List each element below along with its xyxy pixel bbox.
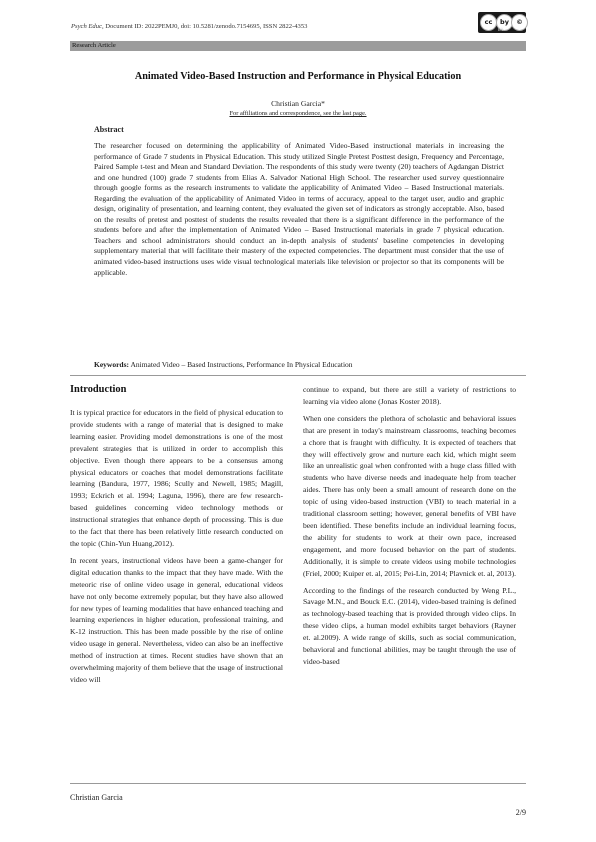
journal-citation xyxy=(71,23,307,30)
section-heading-introduction: Introduction xyxy=(70,384,127,395)
paragraph: continue to expand, but there are still a variety of restrictions to learning via video alone (Jonas Koster 2018). xyxy=(303,385,516,406)
keywords-label: Keywords: xyxy=(94,360,129,369)
paragraph: In recent years, instructional videos have been a game-changer for digital education thanks to the impact that they have made. With the meteoric rise of online video usage in general, educational videos have not only become extremely popular, but they have also allowed for new types of learning modalities that have enhanced teaching and learning experiences in higher education, professional training, and K-12 instruction. This has been made possible by the rise of online video usage in general. Nevertheless, video can also be an ineffective method of instruction at times. Recent studies have shown that an overwhelming majority of them believe that the usage of instructional video will xyxy=(70,555,283,684)
footer-divider xyxy=(70,783,526,784)
abstract-text: The researcher focused on determining the applicability of Animated Video-Based instructional materials in increasing the performance of Grade 7 students in Physical Education. This study utilized Single Pretest Posttest design, Frequency and Percentage, Paired Sample t-test and Mean and Standard Deviation. The respondents of this study were twenty (20) teachers of Agdangan District and one hundred (100) grade 7 students from Elias A. Salvador National High School. The researcher used survey questionnaire through google forms as the research instruments to validate the applicability of Animated Video – Based Instructional materials. Regarding the evaluation of the applicability of Animated Video in terms of accuracy, appeal to the target user, audio and graphic design, originality of presentation, and learning content, they evaluated the given set of indicators as strongly acceptable. Also, based on the results of pretest and posttest of students the results revealed that there is a significant difference in the performance of the students before and after the implementation of Animated Video – Based Instructional materials in grade 7 physical education. Teachers and school administrators should conduct an in-depth analysis of students' baseline competencies in developing supplementary material that will facilitate their mastery of the expected competencies. The department must consider that the use of animated video-based instructions uses wide visual technological materials like television or projector so that its components will be applicable. xyxy=(94,141,504,277)
paragraph: When one considers the plethora of scholastic and behavioral issues that are present in today's mainstream classrooms, teaching becomes a chore that is fraught with difficulty. It is expected of teachers that they will effectively grow and nurture each kid, which might seem like an unrealistic goal when confronted with a huge class filled with students who have diverse needs and inadequate help from teacher aides. There has only been a small amount of research done on the topic of using video-based instruction (VBI) to teach material in a traditional classroom setting; however, general benefits of VBI have been identified. These benefits include an individual learning focus, the ability for students to work at their own pace, increased engagement, and more focused behavior on the part of students. Additionally, it is simple to create videos using mobile technologies (Friel, 2000; Kuiper et. al, 2015; Pei-Lin, 2014; Plavnick et. al, 2013). xyxy=(303,413,517,578)
keywords-line xyxy=(94,360,504,369)
cc-icon: cc xyxy=(480,14,497,31)
paragraph: It is typical practice for educators in the field of physical education to provide students with a range of material that is designed to make learning easier. Providing model demonstrations is one of the most prevalent strategies that is utilized in order to accomplish this objective. Even though there appears to be a consensus among physical educators or coaches that model demonstrations facilitate learning (Bandura, 1977, 1986; Scully and Newell, 1985; Magill, 1993; Eckrich et al. 1994; Laguna, 1996), there are few research-based guidelines concerning video technology methods or instructional strategies that enhance depth of processing. This is due to the fact that there has been relatively little research conducted on the topic (Chin-Yun Huang,2012). xyxy=(70,408,283,548)
attribution-icon: by xyxy=(496,14,513,31)
section-type-bar xyxy=(70,41,526,51)
right-column xyxy=(303,384,516,673)
journal-name: Psych Educ xyxy=(71,23,102,30)
left-column xyxy=(70,407,283,691)
license-label: BY xyxy=(498,27,504,32)
page-number: 2/9 xyxy=(515,808,526,817)
article-title: Animated Video-Based Instruction and Performance in Physical Education xyxy=(134,71,462,82)
journal-meta: , Document ID: 2022PEMJ0, doi: 10.5281/zenodo.7154695, ISSN 2822-4353 xyxy=(101,23,308,30)
abstract-heading: Abstract xyxy=(94,125,124,134)
article-author: Christian Garcia* xyxy=(271,99,325,108)
license-badge[interactable] xyxy=(478,12,526,33)
section-type-label: Research Article xyxy=(72,42,116,49)
keywords-value: Animated Video – Based Instructions, Performance In Physical Education xyxy=(130,360,353,369)
abstract-divider xyxy=(70,375,526,376)
paragraph: According to the findings of the research conducted by Weng P.L., Savage M.N., and Bouck E.C. (2014), video-based training is defined as technology-based teaching that is provided through video clips. In these video clips, a human model exhibits target behaviors (Rayner et. al.2009). A wide range of skills, such as social communication, behavioral and functional abilities, may be taught through the use of video-based xyxy=(303,585,516,666)
footer-author: Christian Garcia xyxy=(70,793,123,802)
affiliation-link[interactable]: For affiliations and correspondence, see the last page. xyxy=(229,110,367,117)
copyright-icon: © xyxy=(511,14,528,31)
